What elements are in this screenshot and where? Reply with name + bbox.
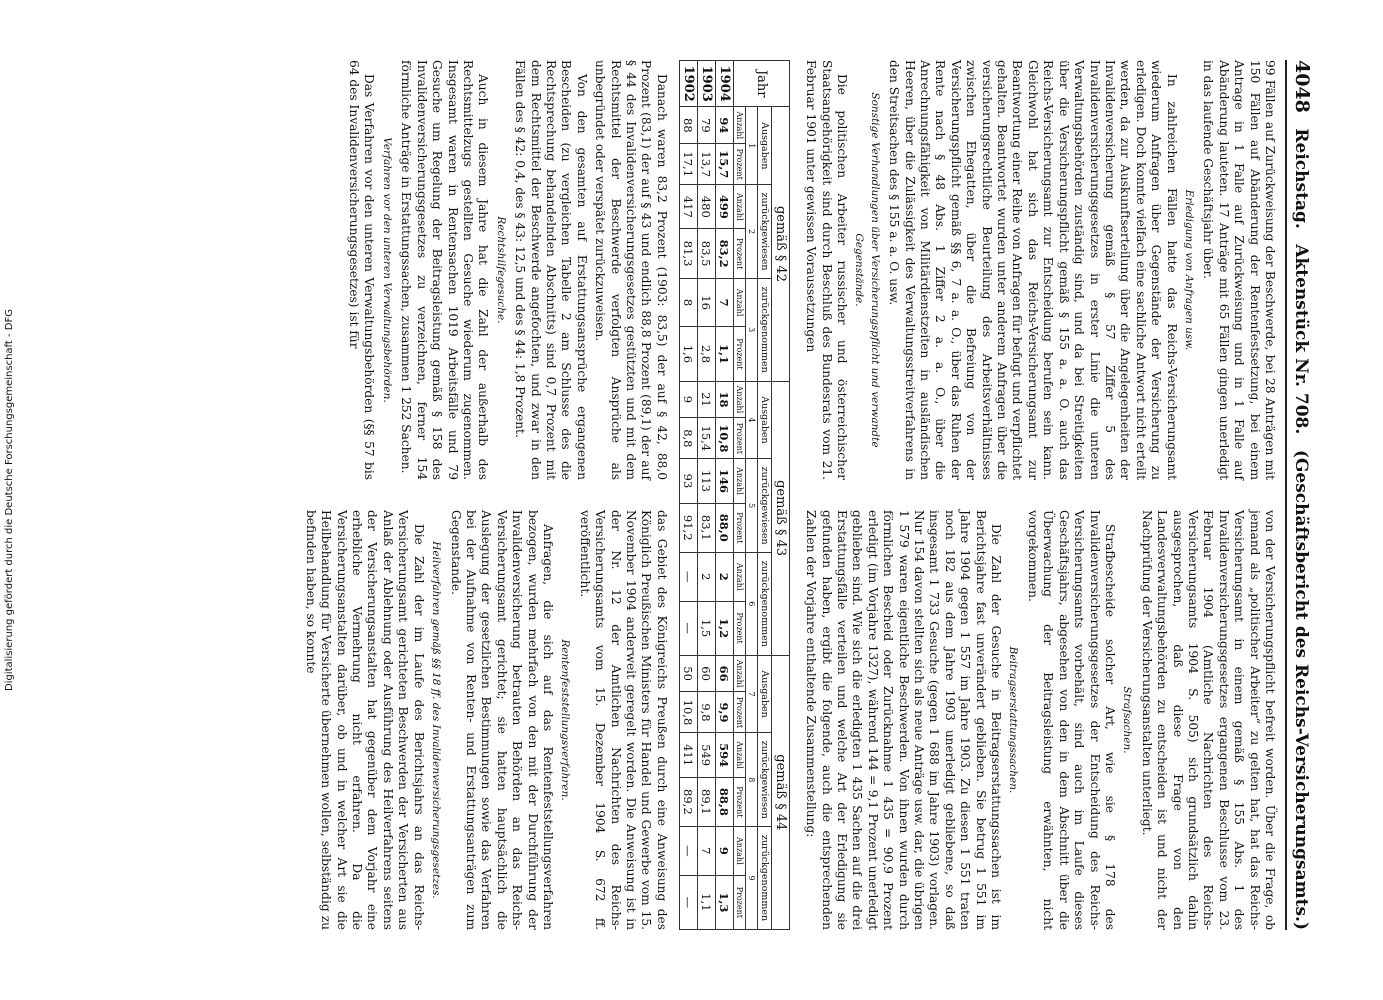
sub-header: Ausgaben xyxy=(757,381,771,459)
paragraph: von der Versicherungspflicht befreit worden. Über die Frage, ob jemand als „politischer Arbeiter“ zu gelten hat, hat das Reichs-Versicherungsamt in einem gemäß § 155 Abs. 1 des Invalidenversicherungsgesetzes ergangenen Beschlusse vom 23. Februar 1904 (Amtliche Nachrichten des Reichs-Versicherungsamts 1904 S. 505) sich grundsätzlich dahin ausgesprochen, daß diese Frage von den Landesverwaltungsbehörden zu entscheiden ist und nicht der Nachprüfung der Versicherungsanstalten unterliegt. xyxy=(1139,510,1277,930)
table-cell: 81,3 xyxy=(679,229,697,278)
sub-header: zurückgewiesen xyxy=(757,185,771,279)
page-number: 4048 xyxy=(1291,60,1313,113)
header-center: Aktenstück Nr. 708. xyxy=(1291,244,1311,435)
paragraph: Anfragen, die sich auf das Rentenfeststellungsverfahren bezogen, wurden mehrfach von den mit der Durchführung der Invalidenversicherung betrauten Behörden an das Reichs-Versicherungsamt gerichtet; sie hatten hauptsächlich die Auslegung der gesetzlichen Bestimmungen sowie das Verfahren bei der Aufnahme von Renten- und Erstattungsanträgen zum Gegenstande. xyxy=(448,510,555,930)
unit-header: Prozent xyxy=(733,418,745,459)
paragraph: Das Verfahren vor den unteren Verwaltungsbehörden (§§ 57 bis 64 des Invalidenversicherungsgesetzes) ist für xyxy=(347,60,377,480)
header-left: Reichstag. xyxy=(1291,128,1311,229)
section-heading: Beitragserstattungssachen. xyxy=(1007,646,1020,794)
unit-header: Prozent xyxy=(733,692,745,733)
sub-header: zurückgewiesen xyxy=(757,733,771,827)
table-cell: 411 xyxy=(679,733,697,777)
year-column-header: Jahr xyxy=(733,61,789,107)
table-cell: 88,8 xyxy=(715,777,733,826)
table-cell: 9 xyxy=(679,381,697,418)
table-cell: 88,0 xyxy=(715,503,733,552)
table-cell: 499 xyxy=(715,185,733,229)
table-cell: 88 xyxy=(679,107,697,144)
header-right: (Geschäftsbericht des Reichs-Versicherungsamts.) xyxy=(1291,449,1311,930)
table-cell: 15,4 xyxy=(697,418,715,459)
table-cell: 1,3 xyxy=(715,875,733,929)
unit-header: Anzahl xyxy=(733,107,745,144)
digitization-note: Digitalisierung gefördert durch die Deutsche Forschungsgemeinschaft - DFG xyxy=(4,309,15,692)
section-heading: Sonstige Verhandlungen über Versicherungspflicht und verwandte Gegenstände. xyxy=(853,92,881,448)
unit-header: Prozent xyxy=(733,327,745,381)
table-cell: 15,7 xyxy=(715,144,733,185)
section-heading: Strafsachen. xyxy=(1121,686,1134,754)
paragraph: Strafbescheide solcher Art, wie sie § 178 des Invalidenversicherungsgesetzes der Entscheidung des Reichs-Versicherungsamts vorbehält, sind auch im Laufe dieses Geschäftsjahrs, abgesehen von den in dem Abschnitt über die Überwachung der Beitragsleistung erwähnten, nicht vorgekommen. xyxy=(1025,510,1117,930)
paragraph: Danach waren 83,2 Prozent (1903: 83,5) der auf § 42, 88,0 Prozent (83,1) der auf § 43 und endlich 88,8 Prozent (89,1) der auf § 44 des Invalidenversicherungsgesetzes gestützten und mit dem Rechtsmittel der Beschwerde verfolgten Ansprüche als unbegründet oder verspätet zurückzuweisen. xyxy=(593,60,669,480)
unit-header: Anzahl xyxy=(733,381,745,418)
unit-header: Prozent xyxy=(733,144,745,185)
table-cell: 8 xyxy=(679,278,697,327)
column-number: 6 xyxy=(745,552,757,655)
group-header: gemäß § 44 xyxy=(771,655,789,929)
group-header: gemäß § 43 xyxy=(771,381,789,655)
table-cell: 9 xyxy=(715,827,733,876)
sub-header: zurückgenommen xyxy=(757,278,771,381)
table-cell: 91,2 xyxy=(679,503,697,552)
year-cell: 1902 xyxy=(679,61,697,107)
table-cell: 94 xyxy=(715,107,733,144)
table-cell: 16 xyxy=(697,278,715,327)
year-cell: 1904 xyxy=(715,61,733,107)
column-number: 9 xyxy=(745,827,757,930)
unit-header: Anzahl xyxy=(733,459,745,503)
column-number: 7 xyxy=(745,655,757,733)
year-cell: 1903 xyxy=(697,61,715,107)
paragraph: Die Zahl der im Laufe des Berichtsjahrs an das Reichs-Versicherungsamt gerichteten Beschwerden der Versicherten aus Anlaß der Ablehnung oder Ausführung des Heilverfahrens seitens der Versicherungsanstalten hat gegenüber dem Vorjahr eine erhebliche Vermehrung nicht erfahren. Da die Versicherungsanstalten darüber, ob und in welcher Art sie die Heilbehandlung für Versicherte übernehmen wollen, selbständig zu befinden haben, so konnte xyxy=(303,510,426,930)
table-cell: — xyxy=(679,601,697,655)
unit-header: Prozent xyxy=(733,229,745,278)
table-cell: 1,1 xyxy=(697,875,715,929)
unit-header: Prozent xyxy=(733,875,745,929)
paragraph: Die politischen Arbeiter russischer und österreichischer Staatsangehörigkeit sind durch Beschluß des Bundesrats vom 21. Februar 1901 unter gewissen Voraussetzungen xyxy=(804,60,850,480)
table-cell: 89,1 xyxy=(697,777,715,826)
sub-header: Ausgaben xyxy=(757,655,771,733)
unit-header: Prozent xyxy=(733,601,745,655)
table-cell: 10,8 xyxy=(679,692,697,733)
table-cell: 83,1 xyxy=(697,503,715,552)
unit-header: Anzahl xyxy=(733,827,745,876)
table-cell: 2,8 xyxy=(697,327,715,381)
column-number: 3 xyxy=(745,278,757,381)
section-heading: Rentenfeststellungsverfahren. xyxy=(559,639,572,801)
unit-header: Anzahl xyxy=(733,552,745,601)
section-heading: Rechtshilfegesuche. xyxy=(494,216,507,324)
table-cell: — xyxy=(679,552,697,601)
column-number: 2 xyxy=(745,185,757,279)
table-cell: 9,8 xyxy=(697,692,715,733)
table-cell: 1,2 xyxy=(715,601,733,655)
paragraph: das Gebiet des Königreichs Preußen durch eine Anweisung des Königlich Preußischen Ministers für Handel und Gewerbe vom 15. November 1904 anderweit geregelt worden. Die Anweisung ist in der Nr. 12 der Amtlichen Nachrichten des Reichs-Versicherungsamts vom 15. Dezember 1904 S. 672 ff. veröffentlicht. xyxy=(577,510,669,930)
table-cell: 66 xyxy=(715,655,733,692)
table-cell: 13,7 xyxy=(697,144,715,185)
table-cell: 93 xyxy=(679,459,697,503)
section-heading: Verfahren vor den unteren Verwaltungsbehörden. xyxy=(380,137,393,403)
table-cell: 10,8 xyxy=(715,418,733,459)
table-cell: 8,8 xyxy=(679,418,697,459)
unit-header: Prozent xyxy=(733,777,745,826)
sub-header: Ausgaben xyxy=(757,107,771,185)
table-cell: 79 xyxy=(697,107,715,144)
table-cell: 83,5 xyxy=(697,229,715,278)
table-cell: 1,6 xyxy=(679,327,697,381)
table-cell: 83,2 xyxy=(715,229,733,278)
section-heading: Heilverfahren gemäß §§ 18 ff. des Invalidenversicherungsgesetzes. xyxy=(430,541,443,899)
paragraph: 99 Fällen auf Zurückweisung der Beschwerde, bei 28 Anträgen mit 150 Fällen auf Abänderung der Rentenfestsetzung, bei einem Antrage in 1 Falle auf Zurückweisung und in 1 Falle auf Abänderung lauteten. 17 Anträge mit 65 Fällen gingen unerledigt in das laufende Geschäftsjahr über. xyxy=(1201,60,1277,480)
table-cell: 50 xyxy=(679,655,697,692)
table-cell: 1,1 xyxy=(715,327,733,381)
sub-header: zurückgenommen xyxy=(757,552,771,655)
table-cell: 18 xyxy=(715,381,733,418)
table-cell: 7 xyxy=(715,278,733,327)
section-heading: Erledigung von Anfragen usw. xyxy=(1182,189,1195,351)
table-cell: 21 xyxy=(697,381,715,418)
table-cell: 17,1 xyxy=(679,144,697,185)
column-number: 8 xyxy=(745,733,757,827)
unit-header: Anzahl xyxy=(733,185,745,229)
table-cell: 89,2 xyxy=(679,777,697,826)
unit-header: Anzahl xyxy=(733,655,745,692)
unit-header: Anzahl xyxy=(733,278,745,327)
table-cell: 2 xyxy=(697,552,715,601)
table-cell: — xyxy=(679,827,697,876)
table-cell: 417 xyxy=(679,185,697,229)
group-header: gemäß § 42 xyxy=(771,107,789,381)
column-number: 1 xyxy=(745,107,757,185)
table-cell: 549 xyxy=(697,733,715,777)
table-cell: 9,9 xyxy=(715,692,733,733)
paragraph: Auch in diesem Jahre hat die Zahl der außerhalb des Rechtsmittelzugs gestellten Gesuche wiederum zugenommen. Insgesamt waren in Rentensachen 1019 Arbeitsfälle und 79 Gesuche um Regelung der Beitragsleistung gemäß § 158 des Invalidenversicherungsgesetzes zu verzeichnen, ferner 154 förmliche Anträge in Erstattungssachen, zusammen 1 252 Sachen. xyxy=(399,60,491,480)
table-cell: 480 xyxy=(697,185,715,229)
paragraph: Von den gesamten auf Erstattungsansprüche ergangenen Bescheiden (zu vergleichen Tabelle 2 am Schlusse des die Rechtsprechung behandelnden Abschnitts) sind 0,7 Prozent mit dem Rechtsmittel der Beschwerde angefochten, und zwar in den Fällen des § 42: 0,4, des § 43: 12,5 und des § 44: 1,8 Prozent. xyxy=(513,60,589,480)
sub-header: zurückgenommen xyxy=(757,827,771,930)
unit-header: Anzahl xyxy=(733,733,745,777)
table-cell: — xyxy=(679,875,697,929)
table-cell: 2 xyxy=(715,552,733,601)
table-cell: 113 xyxy=(697,459,715,503)
column-number: 5 xyxy=(745,459,757,553)
table-cell: 594 xyxy=(715,733,733,777)
unit-header: Prozent xyxy=(733,503,745,552)
table-cell: 7 xyxy=(697,827,715,876)
sub-header: zurückgewiesen xyxy=(757,459,771,553)
table-cell: 1,5 xyxy=(697,601,715,655)
column-number: 4 xyxy=(745,381,757,459)
paragraph: Die Zahl der Gesuche in Beitragserstattungssachen ist im Berichtsjahre fast unverändert geblieben. Sie betrug 1 551 im Jahre 1904 gegen 1 557 im Jahre 1903. Zu diesen 1 551 traten noch 182 aus dem Jahre 1903 unerledigt gebliebene, so daß insgesamt 1 733 Gesuche (gegen 1 688 im Jahre 1903) vorlagen. Nur 154 davon stellten sich als neue Anträge usw. dar, die übrigen 1 579 waren eigentliche Beschwerden. Von ihnen wurden durch förmlichen Bescheid oder Zurücknahme 1 435 = 90,9 Prozent erledigt (im Vorjahre 1327), während 144 = 9,1 Prozent unerledigt geblieben sind. Wie sich die erledigten 1 435 Sachen auf die drei Erstattungsfälle verteilen und welche Art der Erledigung sie gefunden haben, ergibt die folgende, auch die entsprechenden Zahlen der Vorjahre enthaltende Zusammenstellung: xyxy=(804,510,1004,930)
table-cell: 146 xyxy=(715,459,733,503)
table-cell: 60 xyxy=(697,655,715,692)
paragraph: In zahlreichen Fällen hatte das Reichs-Versicherungsamt wiederum Anfragen über Gegenstände der Versicherung zu erledigen. Doch konnte vielfach eine sachliche Antwort nicht erteilt werden, da zur Auskunftserteilung über die Angelegenheiten der Invalidenversicherung gemäß § 57 Ziffer 5 des Invalidenversicherungsgesetzes in erster Linie die unteren Verwaltungsbehörden zuständig sind, und da bei Streitigkeiten über die Versicherungspflicht gemäß § 155 a. a. O. auch das Reichs-Versicherungsamt zur Entscheidung berufen sein kann. Gleichwohl hat sich das Reichs-Versicherungsamt zur Beantwortung einer Reihe von Anfragen für befugt und verpflichtet gehalten. Beantwortet wurden unter anderem Anfragen über die versicherungsrechtliche Beurteilung des Arbeitsverhältnisses zwischen Ehegatten, über die Befreiung von der Versicherungspflicht gemäß §§ 6, 7 a. a. O., über das Ruhen der Rente nach § 48 Abs. 1 Ziffer 2 a. a. O., über die Anrechnungsfähigkeit von Militärdienstzeiten in ausländischen Heeren, über die Zulässigkeit des Verwaltungsstreitverfahrens in den Streitsachen des § 155 a. a. O. usw. xyxy=(887,60,1179,480)
